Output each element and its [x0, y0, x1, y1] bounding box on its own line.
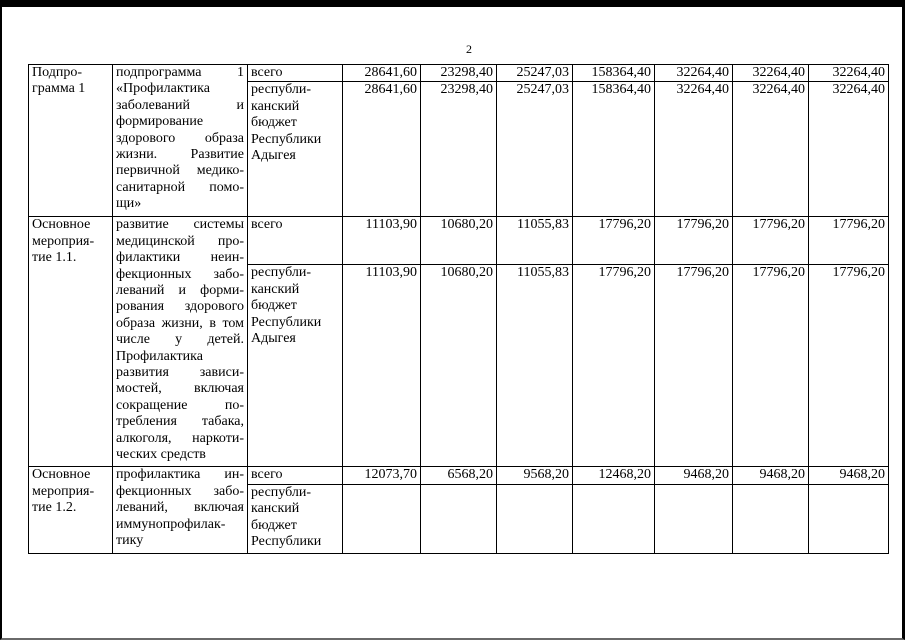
- value-cell: 25247,03: [497, 82, 573, 217]
- value-cell: 17796,20: [733, 217, 809, 265]
- value-cell: 28641,60: [343, 82, 421, 217]
- table-row: [29, 65, 889, 82]
- value-cell: 6568,20: [421, 467, 497, 484]
- funding-source-label: республи- канский бюджет Республики Адыгея: [248, 82, 343, 217]
- row-name: подпрограмма 1 «Профилактика заболеваний и формирование здорового образа жизни. Развитие первичной медико-санитарной помо-щи»: [113, 65, 248, 217]
- value-cell: 17796,20: [573, 265, 655, 467]
- table-row: [29, 217, 889, 265]
- funding-source-label: республи- канский бюджет Республики Адыгея: [248, 265, 343, 467]
- value-cell: 17796,20: [809, 265, 889, 467]
- value-cell: 32264,40: [655, 82, 733, 217]
- value-cell: [573, 484, 655, 553]
- funding-total-label: всего: [248, 217, 343, 265]
- value-cell: [343, 484, 421, 553]
- value-cell: 32264,40: [809, 82, 889, 217]
- value-cell: 9468,20: [733, 467, 809, 484]
- value-cell: 17796,20: [809, 217, 889, 265]
- value-cell: 17796,20: [573, 217, 655, 265]
- row-item-label: Основное мероприя- тие 1.2.: [29, 467, 113, 553]
- value-cell: 10680,20: [421, 217, 497, 265]
- value-cell: 25247,03: [497, 65, 573, 82]
- value-cell: 32264,40: [733, 82, 809, 217]
- page-number: 2: [466, 42, 472, 56]
- value-cell: 28641,60: [343, 65, 421, 82]
- value-cell: 11055,83: [497, 217, 573, 265]
- value-cell: [733, 484, 809, 553]
- value-cell: [497, 484, 573, 553]
- value-cell: 11055,83: [497, 265, 573, 467]
- value-cell: 12073,70: [343, 467, 421, 484]
- value-cell: 17796,20: [733, 265, 809, 467]
- funding-total-label: всего: [248, 65, 343, 82]
- value-cell: [655, 484, 733, 553]
- value-cell: 23298,40: [421, 65, 497, 82]
- value-cell: 32264,40: [809, 65, 889, 82]
- funding-source-label: республи- канский бюджет Республики: [248, 484, 343, 553]
- value-cell: 11103,90: [343, 217, 421, 265]
- value-cell: 9468,20: [809, 467, 889, 484]
- value-cell: 9568,20: [497, 467, 573, 484]
- value-cell: 10680,20: [421, 265, 497, 467]
- funding-total-label: всего: [248, 467, 343, 484]
- value-cell: 23298,40: [421, 82, 497, 217]
- value-cell: 17796,20: [655, 265, 733, 467]
- value-cell: 17796,20: [655, 217, 733, 265]
- row-item-label: Подпро- грамма 1: [29, 65, 113, 217]
- value-cell: 9468,20: [655, 467, 733, 484]
- budget-table: [28, 64, 889, 554]
- table-row: [29, 467, 889, 484]
- value-cell: 11103,90: [343, 265, 421, 467]
- value-cell: [809, 484, 889, 553]
- row-name: профилактика ин-фекционных забо-леваний, включая иммунопрофилак-тику: [113, 467, 248, 553]
- row-name: развитие системы медицинской про-филактики неин-фекционных забо-леваний и форми-рования здорового образа жизни, в том числе у детей. Профилактика развития зависи-мостей, включая сокращение по-требления табака, алкоголя, наркоти-ческих средств: [113, 217, 248, 467]
- value-cell: 32264,40: [655, 65, 733, 82]
- value-cell: 158364,40: [573, 82, 655, 217]
- value-cell: 158364,40: [573, 65, 655, 82]
- value-cell: 32264,40: [733, 65, 809, 82]
- value-cell: [421, 484, 497, 553]
- value-cell: 12468,20: [573, 467, 655, 484]
- row-item-label: Основное мероприя- тие 1.1.: [29, 217, 113, 467]
